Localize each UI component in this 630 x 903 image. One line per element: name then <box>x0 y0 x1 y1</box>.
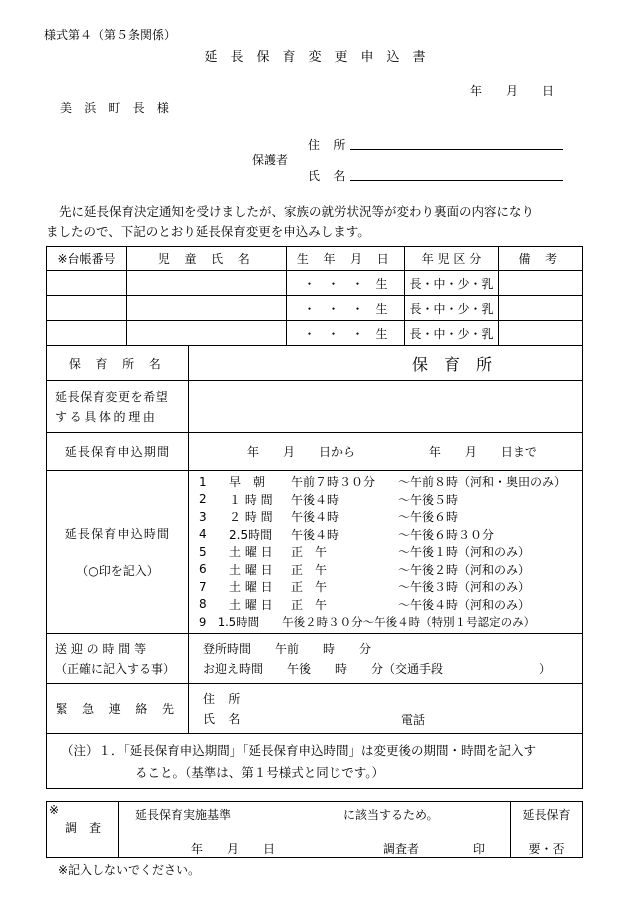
hours-option[interactable] <box>189 508 582 526</box>
remarks-cell[interactable] <box>499 321 583 346</box>
class-cell[interactable]: 長・中・少・乳 <box>405 296 499 321</box>
option-start: 正 午 <box>291 580 328 595</box>
option-no: 2 <box>199 492 207 507</box>
ledger-no-cell[interactable] <box>47 321 127 346</box>
option-name: 土 曜 日 <box>229 597 273 612</box>
child-row <box>47 271 583 296</box>
hours-option[interactable] <box>189 543 582 561</box>
header-ledger-no: ※台帳番号 <box>47 247 127 271</box>
period-input[interactable] <box>189 433 583 471</box>
intro-line-1: 先に延長保育決定通知を受けましたが、家族の就労状況等が変わり裏面の内容になり <box>59 204 535 219</box>
nursery-label: 保 育 所 名 <box>47 346 189 381</box>
pickup-input[interactable] <box>189 634 583 684</box>
emergency-name: 氏 名 <box>203 712 246 726</box>
survey-body <box>119 802 511 858</box>
remarks-cell[interactable] <box>499 296 583 321</box>
option-start: 正 午 <box>291 597 328 612</box>
guardian-name-line[interactable] <box>350 180 563 181</box>
birthdate-cell[interactable]: ・ ・ ・ 生 <box>287 321 405 346</box>
period-label: 延長保育申込期間 <box>47 433 189 471</box>
survey-criteria: 延長保育実施基準 <box>135 808 232 822</box>
pickup-label-line-1: 送 迎 の 時 間 等 <box>55 642 147 656</box>
survey-applies: に該当するため。 <box>343 808 439 822</box>
child-table <box>46 246 583 346</box>
survey-result-label: 延長保育 <box>522 808 571 822</box>
reason-row <box>47 381 583 433</box>
child-name-cell[interactable] <box>127 321 287 346</box>
child-table-header <box>47 247 583 271</box>
option-start: 午後４時 <box>291 492 340 507</box>
option-no: 4 <box>199 527 207 542</box>
emergency-phone: 電話 <box>401 713 426 727</box>
option-name: ２ 時 間 <box>229 510 273 525</box>
header-remarks: 備 考 <box>499 247 583 271</box>
option-end: ～午後３時（河和のみ） <box>398 580 531 595</box>
survey-mark: ※ <box>49 803 60 817</box>
reason-input[interactable] <box>189 381 583 433</box>
notes-row <box>47 734 583 789</box>
option-end: ～午後２時（河和のみ） <box>398 562 531 577</box>
detail-table <box>46 345 583 789</box>
header-birthdate: 生 年 月 日 <box>287 247 405 271</box>
notes-cell <box>47 734 583 789</box>
form-id: 様式第４（第５条関係） <box>44 28 177 42</box>
guardian-address-label: 住 所 <box>308 138 351 152</box>
option-name: 土 曜 日 <box>229 580 273 595</box>
nursery-name-cell[interactable] <box>189 346 583 381</box>
option-no: 7 <box>199 579 207 594</box>
option-name: 早 朝 <box>229 475 266 490</box>
hours-option[interactable] <box>189 473 582 491</box>
survey-label-cell <box>47 802 119 858</box>
reason-label-line-2: する具体的理由 <box>55 410 158 424</box>
child-name-cell[interactable] <box>127 296 287 321</box>
hours-option[interactable] <box>189 491 582 509</box>
class-cell[interactable]: 長・中・少・乳 <box>405 321 499 346</box>
survey-result-cell[interactable] <box>511 802 583 858</box>
nursery-row <box>47 346 583 381</box>
hours-option[interactable] <box>189 578 582 596</box>
option-end: ～午後４時（河和のみ） <box>398 597 531 612</box>
hours-option-9[interactable]: 9 1.5時間 午後２時３０分～午後４時（特別１号認定のみ） <box>199 614 536 629</box>
period-row <box>47 433 583 471</box>
option-no: 6 <box>199 562 207 577</box>
header-class: 年 児 区 分 <box>405 247 499 271</box>
option-end: ～午後５時 <box>398 492 459 507</box>
hours-label: 延長保育申込時間 <box>64 527 171 541</box>
emergency-row <box>47 684 583 734</box>
option-name: 土 曜 日 <box>229 562 273 577</box>
pickup-label <box>47 634 189 684</box>
option-no: 8 <box>199 597 207 612</box>
pickup-label-line-2: （正確に記入する事） <box>55 662 176 676</box>
hours-row <box>47 471 583 634</box>
birthdate-cell[interactable]: ・ ・ ・ 生 <box>287 296 405 321</box>
header-child-name: 児 童 氏 名 <box>127 247 287 271</box>
birthdate-cell[interactable]: ・ ・ ・ 生 <box>287 271 405 296</box>
option-start: 午後４時 <box>291 510 340 525</box>
emergency-address: 住 所 <box>203 692 246 706</box>
note-line-1: （注）１．「延長保育申込期間」「延長保育申込時間」は変更後の期間・時間を記入す <box>61 743 537 758</box>
ledger-no-cell[interactable] <box>47 271 127 296</box>
intro-line-2: ましたので、下記のとおり延長保育変更を申込みします。 <box>46 224 370 239</box>
reason-label-line-1: 延長保育変更を希望 <box>55 390 169 404</box>
hours-label-cell <box>47 471 189 634</box>
pickup-arrive: 登所時間 午前 時 分 <box>203 642 372 656</box>
guardian-address-line[interactable] <box>350 149 563 150</box>
page-title: 延 長 保 育 変 更 申 込 書 <box>204 50 426 65</box>
option-no: 3 <box>199 509 207 524</box>
guardian-name-label: 氏 名 <box>308 169 351 183</box>
option-no: 5 <box>199 544 207 559</box>
option-start: 午前７時３０分 <box>291 475 376 490</box>
option-end: ～午後６時３０分 <box>398 527 495 542</box>
option-name: 2.5時間 <box>229 527 273 542</box>
ledger-no-cell[interactable] <box>47 296 127 321</box>
pickup-row <box>47 634 583 684</box>
survey-label: 調 査 <box>65 821 102 835</box>
child-row <box>47 321 583 346</box>
option-name: 土 曜 日 <box>229 545 273 560</box>
option-start: 正 午 <box>291 545 328 560</box>
pickup-leave: お迎え時間 午後 時 分（交通手段 ） <box>203 662 552 676</box>
option-no: 1 <box>199 474 207 489</box>
class-cell[interactable]: 長・中・少・乳 <box>405 271 499 296</box>
addressee: 美 浜 町 長 様 <box>60 101 174 115</box>
survey-date: 年 月 日 <box>191 842 276 856</box>
hours-options[interactable] <box>189 471 583 634</box>
option-start: 正 午 <box>291 562 328 577</box>
hours-option[interactable] <box>189 561 582 579</box>
option-end: ～午後６時 <box>398 510 459 525</box>
option-start: 午後４時 <box>291 527 340 542</box>
option-end: ～午後１時（河和のみ） <box>398 545 531 560</box>
option-end: ～午前８時（河和・奥田のみ） <box>398 475 567 490</box>
survey-result-value[interactable]: 要・否 <box>528 842 565 856</box>
emergency-input[interactable] <box>189 684 583 734</box>
hours-option[interactable] <box>189 526 582 544</box>
guardian-label: 保護者 <box>252 153 289 167</box>
hours-option[interactable] <box>189 596 582 614</box>
period-to: 年 月 日まで <box>428 445 537 459</box>
hours-note: （○印を記入） <box>76 564 159 578</box>
emergency-label: 緊 急 連 絡 先 <box>47 684 189 734</box>
nursery-suffix: 保 育 所 <box>411 354 492 374</box>
reason-label <box>47 381 189 433</box>
survey-inspector: 調査者 <box>383 842 420 856</box>
child-name-cell[interactable] <box>127 271 287 296</box>
note-line-2: ること。（基準は、第１号様式と同じです。） <box>135 765 385 780</box>
period-from: 年 月 日から <box>247 445 356 459</box>
survey-table <box>46 801 583 858</box>
footer-note: ※記入しないでください。 <box>58 863 201 877</box>
date-line: 年 月 日 <box>470 84 555 98</box>
child-row <box>47 296 583 321</box>
option-name: １ 時 間 <box>229 492 273 507</box>
survey-seal: 印 <box>473 842 486 856</box>
remarks-cell[interactable] <box>499 271 583 296</box>
